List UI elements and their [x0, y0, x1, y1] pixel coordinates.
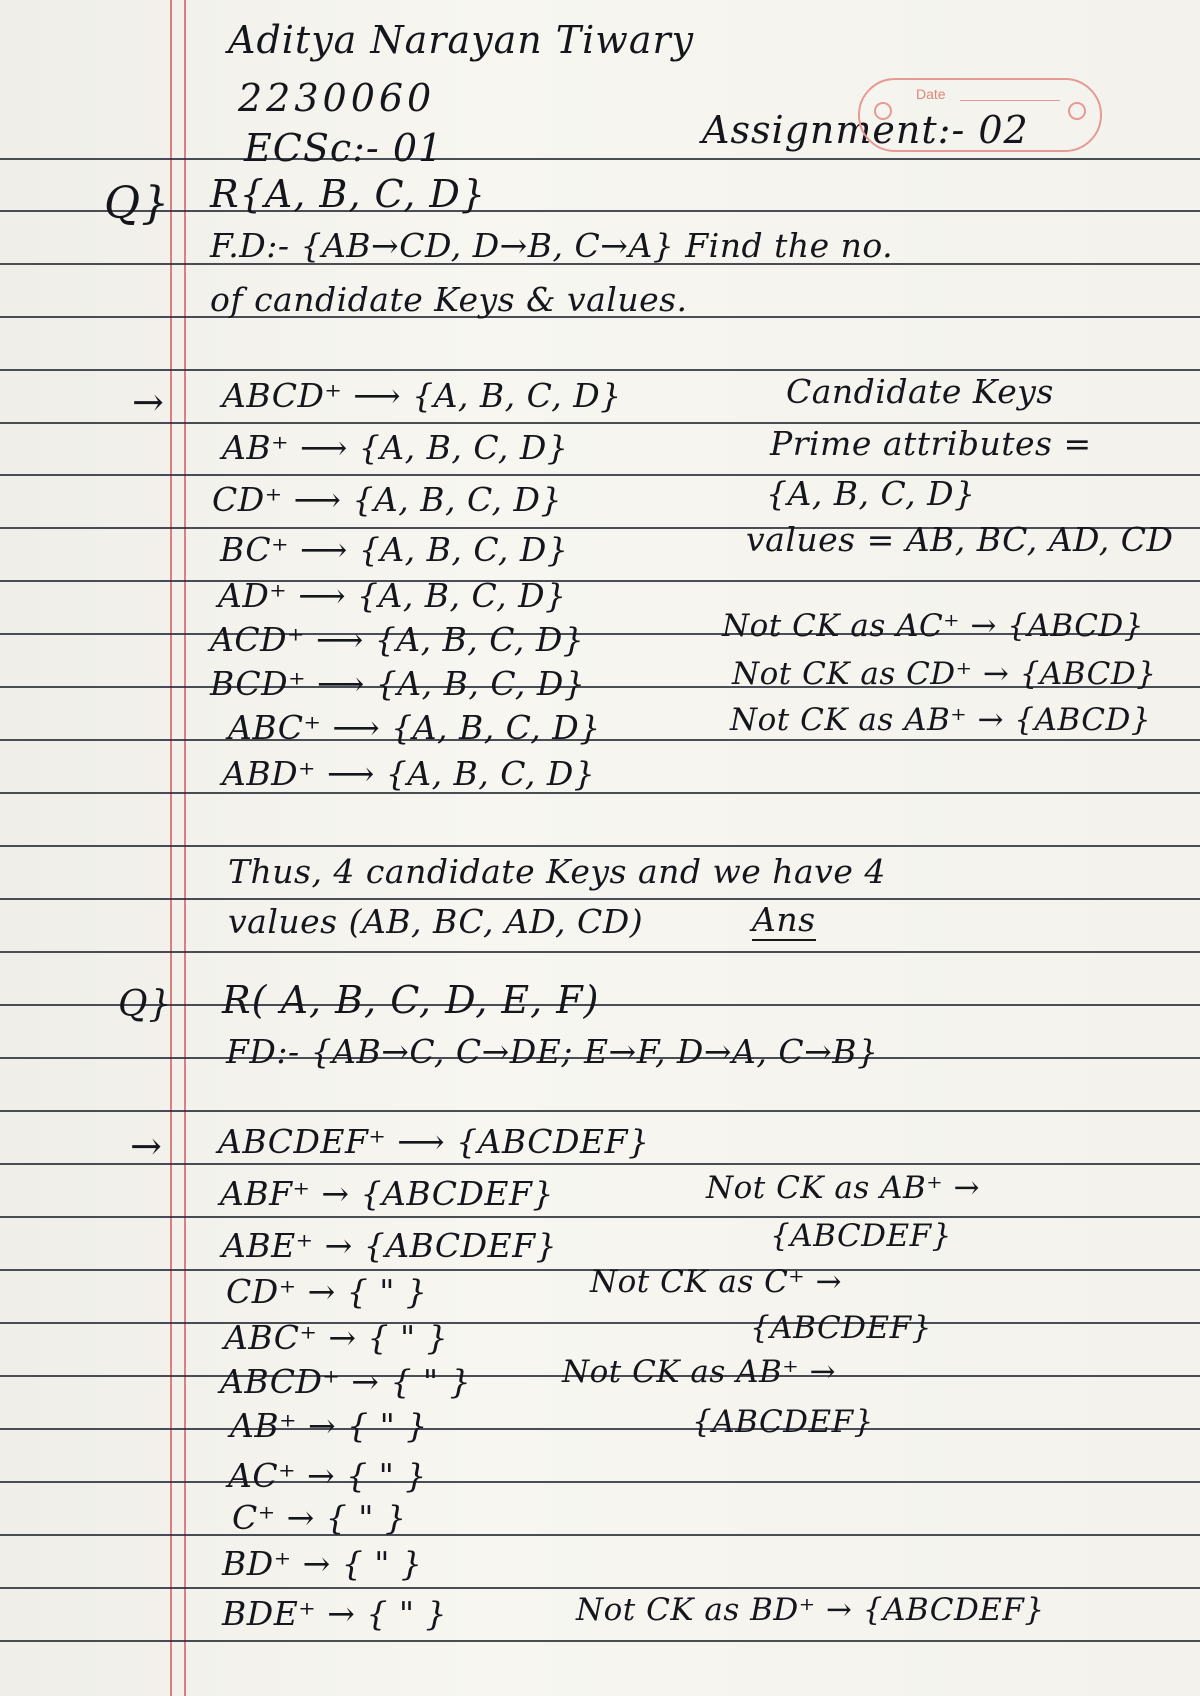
q1-closure-row: BCD⁺ ⟶ {A, B, C, D} — [210, 664, 586, 703]
ruled-line — [0, 1216, 1200, 1218]
q2-closure-row: BD⁺ → { " } — [222, 1544, 423, 1583]
q2-note: {ABCDEF} — [750, 1310, 932, 1346]
q1-conclusion: values (AB, BC, AD, CD) — [228, 902, 644, 941]
q1-marker: Q} — [104, 178, 171, 229]
ruled-line — [0, 1481, 1200, 1483]
q1-closure-row: ACD⁺ ⟶ {A, B, C, D} — [210, 620, 585, 659]
student-name: Aditya Narayan Tiwary — [228, 18, 695, 62]
q2-note: Not CK as AB⁺ → — [562, 1354, 836, 1390]
q2-closure-row: AC⁺ → { " } — [228, 1456, 427, 1495]
date-stamp — [858, 78, 1102, 152]
q2-note: Not CK as C⁺ → — [590, 1264, 842, 1300]
q1-conclusion: Thus, 4 candidate Keys and we have 4 — [228, 852, 886, 891]
ruled-line — [0, 845, 1200, 847]
ruled-line — [0, 898, 1200, 900]
stamp-dot — [874, 102, 892, 120]
q1-closure-row: ABCD⁺ ⟶ {A, B, C, D} — [222, 376, 622, 415]
q1-relation: R{A, B, C, D} — [210, 172, 486, 216]
ruled-line — [0, 1163, 1200, 1165]
ruled-line — [0, 158, 1200, 160]
q2-note: Not CK as AB⁺ → — [706, 1170, 980, 1206]
q2-note: {ABCDEF} — [770, 1218, 952, 1254]
margin-line — [184, 0, 186, 1696]
q2-closure-row: ABCDEF⁺ ⟶ {ABCDEF} — [218, 1122, 650, 1161]
q1-note: Not CK as AB⁺ → {ABCD} — [730, 702, 1152, 738]
ruled-line — [0, 1428, 1200, 1430]
q1-note: Candidate Keys — [786, 372, 1054, 411]
q2-closure-row: CD⁺ → { " } — [226, 1272, 428, 1311]
q1-closure-row: AD⁺ ⟶ {A, B, C, D} — [218, 576, 567, 615]
q2-relation: R( A, B, C, D, E, F) — [222, 978, 600, 1022]
q2-closure-row: BDE⁺ → { " } — [222, 1594, 447, 1633]
q1-closure-row: ABD⁺ ⟶ {A, B, C, D} — [222, 754, 596, 793]
q1-note: Not CK as AC⁺ → {ABCD} — [722, 608, 1144, 644]
ruled-line — [0, 1004, 1200, 1006]
date-stamp-line — [960, 100, 1060, 101]
q1-closure-row: AB⁺ ⟶ {A, B, C, D} — [222, 428, 569, 467]
q1-note: {A, B, C, D} — [766, 474, 976, 513]
q2-arrow: → — [130, 1124, 163, 1168]
q2-closure-row: ABF⁺ → {ABCDEF} — [220, 1174, 554, 1213]
ruled-line — [0, 210, 1200, 212]
q1-note: values = AB, BC, AD, CD — [746, 520, 1174, 559]
date-stamp-label: Date — [916, 86, 946, 102]
q2-closure-row: ABE⁺ → {ABCDEF} — [222, 1226, 558, 1265]
answer-mark: Ans — [752, 900, 816, 939]
q2-fd: FD:- {AB→C, C→DE; E→F, D→A, C→B} — [226, 1032, 879, 1071]
q2-marker: Q} — [118, 984, 173, 1025]
stamp-dot — [1068, 102, 1086, 120]
q2-closure-row: ABC⁺ → { " } — [224, 1318, 449, 1357]
ruled-line — [0, 1322, 1200, 1324]
roll-number: 2230060 — [238, 76, 436, 120]
margin-line — [170, 0, 172, 1696]
q1-closure-row: CD⁺ ⟶ {A, B, C, D} — [212, 480, 562, 519]
ruled-line — [0, 951, 1200, 953]
q1-note: Not CK as CD⁺ → {ABCD} — [732, 656, 1157, 692]
q2-closure-row: ABCD⁺ → { " } — [220, 1362, 472, 1401]
ruled-line — [0, 1110, 1200, 1112]
q1-closure-row: BC⁺ ⟶ {A, B, C, D} — [220, 530, 569, 569]
q1-closure-row: ABC⁺ ⟶ {A, B, C, D} — [228, 708, 601, 747]
q1-arrow: → — [132, 380, 165, 424]
ruled-line — [0, 580, 1200, 582]
ruled-line — [0, 474, 1200, 476]
q1-fd-continued: of candidate Keys & values. — [210, 280, 688, 319]
q2-closure-row: C⁺ → { " } — [232, 1498, 407, 1537]
ruled-line — [0, 1587, 1200, 1589]
section-label: ECSc:- 01 — [244, 126, 444, 170]
q1-note: Prime attributes = — [770, 424, 1092, 463]
q2-closure-row: AB⁺ → { " } — [230, 1406, 428, 1445]
q2-note: {ABCDEF} — [692, 1404, 874, 1440]
ruled-line — [0, 1534, 1200, 1536]
ruled-line — [0, 369, 1200, 371]
ruled-line — [0, 1640, 1200, 1642]
q1-fd: F.D:- {AB→CD, D→B, C→A} Find the no. — [210, 226, 894, 265]
q2-note: Not CK as BD⁺ → {ABCDEF} — [576, 1592, 1045, 1628]
assignment-title: Assignment:- 02 — [702, 108, 1029, 152]
ruled-line — [0, 792, 1200, 794]
